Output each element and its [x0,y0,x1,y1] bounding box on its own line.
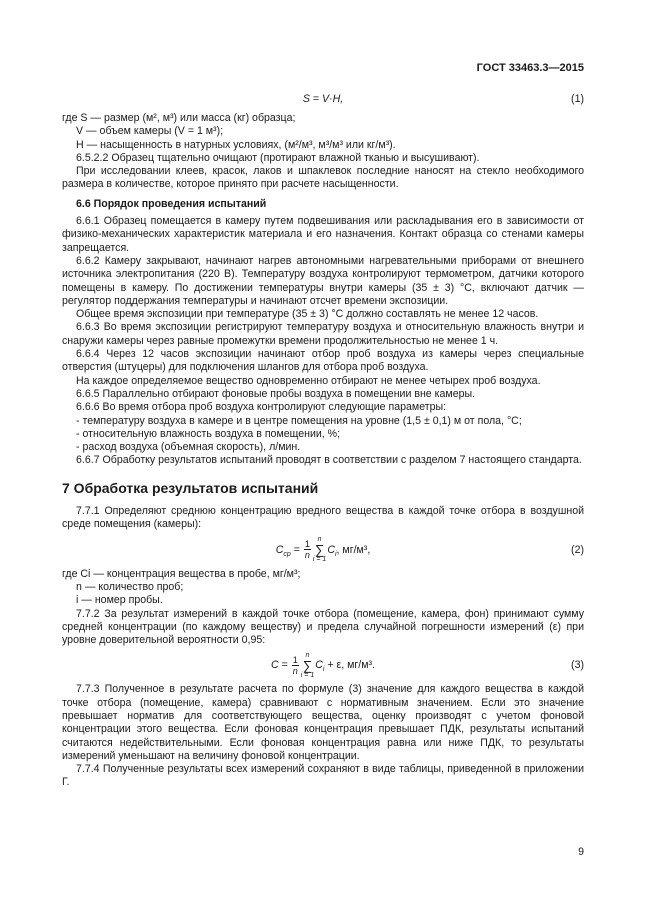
where-s: где S — размер (м², м³) или масса (кг) образца; [62,112,296,124]
formula-3-rest: + ε, мг/м³. [324,659,375,672]
sum-lower-limit: i = 1 [300,671,315,679]
fraction-denominator: n [304,550,310,561]
formula-2-lhs-sub: cp [283,550,291,558]
formula-2: $C_{cp}$ = $\frac{1}{n}$ n ∑ i = 1 $C_i$, мг/м³, (2) [62,532,584,568]
formula-2-fraction [304,539,311,560]
formula-3-number: (3) [571,659,584,672]
para-6-6-4: 6.6.4 Через 12 часов экспозиции начинают отбор проб воздуха из камеры через специальные отверстия (штуцеры) для подключения шлангов для отбора проб воздуха. [62,348,584,374]
para-6-6-5: 6.6.5 Параллельно отбирают фоновые пробы воздуха в помещении вне камеры. [76,387,476,400]
page-content [62,86,584,790]
formula-1-lhs: S [302,93,310,105]
sum-sign [301,652,314,680]
para-6-6-3: 6.6.3 Во время экспозиции регистрируют температуру воздуха и относительную влажность внутри и снаружи камеры через равные промежутки времени продолжительностью не менее 1 ч. [62,321,584,347]
formula-2-unit: , мг/м³, [336,543,371,556]
para-6-6-7: 6.6.7 Обработку результатов испытаний проводят в соответствии с разделом 7 настоящего стандарта. [76,454,582,467]
para-6-6-2: 6.6.2 Камеру закрывают, начинают нагрев автономными нагревательными приборами от внешнего источника электропитания (220 В). Температуру воздуха контролируют термометром, датчики которого помещены в камеру. По достижении температуры внутри камеры (35 ± 3) °С, включают датчик — регулятор поддержания температуры и начинают отсчет времени экспозиции. [62,254,584,307]
def-i: i — номер пробы. [76,594,163,607]
formula-3: C = $\frac{1}{n}$ n ∑ i = 1 $C_i + \varepsilon$, мг/м³. (3) [62,647,584,683]
list-item: - расход воздуха (объемная скорость), л/мин. [76,441,301,454]
formula-1: S = V·H, (1) [62,86,584,112]
para-glue: При исследовании клеев, красок, лаков и шпаклевок последние наносят на стекло необходимого размера в количестве, которое принято при расчете насыщенности. [62,165,584,191]
sigma-icon: ∑ [302,657,313,673]
sum-upper-limit: n [317,535,322,543]
fraction-numerator: 1 [292,655,298,666]
formula-3-term: C [315,659,323,672]
fraction-denominator: n [292,666,298,677]
formula-3-term-sub: i [322,666,325,674]
def-n: n — количество проб; [76,580,184,593]
para-6-5-2-2: 6.5.2.2 Образец тщательно очищают (протирают влажной тканью и высушивают). [76,151,480,164]
list-item: - относительную влажность воздуха в помещении, %; [76,427,341,440]
para-7-7-3: 7.7.3 Полученное в результате расчета по формуле (3) значение для каждого вещества в каждой точке отбора (помещение, камера) сравнивают с нормативным значением. Если это значение превышает норматив для соответствующего вещества, оценку производят с учетом фоновой концентрации этого вещества. Если фоновая концентрация превышает ПДК, результаты испытаний считаются недействительными. Если фоновая концентрация равна или ниже ПДК, то результаты измерений уменьшают на величину фоновой концентрации. [62,683,584,762]
formula-2-lhs: C [275,543,284,556]
def-h: H — насыщенность в натурных условиях, (м²/м³, м³/м³ или кг/м³). [76,138,396,151]
page-number: 9 [578,846,584,858]
sum-sign [313,536,326,564]
formula-2-term-sub: i [334,550,337,558]
formula-3-lhs: C [271,659,279,672]
where-ci: где Ci — концентрация вещества в пробе, мг/м³; [62,567,301,580]
formula-2-term: C [327,543,335,556]
formula-1-rhs: V·H, [321,93,344,105]
para-each-substance: На каждое определяемое вещество одновременно отбирают не менее четырех проб воздуха. [76,374,541,387]
sigma-icon: ∑ [314,541,325,557]
formula-3-fraction [292,655,299,676]
formula-1-number: (1) [571,93,584,105]
sum-upper-limit: n [305,651,310,659]
section-6-6-heading: 6.6 Порядок проведения испытаний [76,197,267,210]
standard-header: ГОСТ 33463.3—2015 [476,62,584,74]
def-v: V — объем камеры (V = 1 м³); [76,125,224,138]
para-7-7-1: 7.7.1 Определяют среднюю концентрацию вредного вещества в каждой точке отбора в воздушной среде помещения (камеры): [62,505,584,531]
para-7-7-4: 7.7.4 Полученные результаты всех измерений сохраняют в виде таблицы, приведенной в приложении Г. [62,763,584,789]
sum-lower-limit: i = 1 [312,555,327,563]
section-7-heading: 7 Обработка результатов испытаний [62,479,319,496]
para-6-6-6: 6.6.6 Во время отбора проб воздуха контролируют следующие параметры: [76,401,447,414]
list-item: - температуру воздуха в камере и в центре помещения на уровне (1,5 ± 0,1) м от пола, °С; [76,414,522,427]
para-6-6-1: 6.6.1 Образец помещается в камеру путем подвешивания или раскладывания его в зависимости от физико-механических характеристик материала и его назначения. Контакт образца со стенами камеры запрещается. [62,215,584,254]
para-total-time: Общее время экспозиции при температуре (35 ± 3) °С должно составлять не менее 12 часов. [76,308,539,321]
para-7-7-2: 7.7.2 За результат измерений в каждой точке отбора (помещение, камера, фон) принимают сумму средней концентрации (по каждому веществу) и предела случайной погрешности измерений (ε) при уровне доверительной вероятности 0,95: [62,607,584,647]
formula-2-number: (2) [571,543,584,556]
fraction-numerator: 1 [304,539,310,550]
